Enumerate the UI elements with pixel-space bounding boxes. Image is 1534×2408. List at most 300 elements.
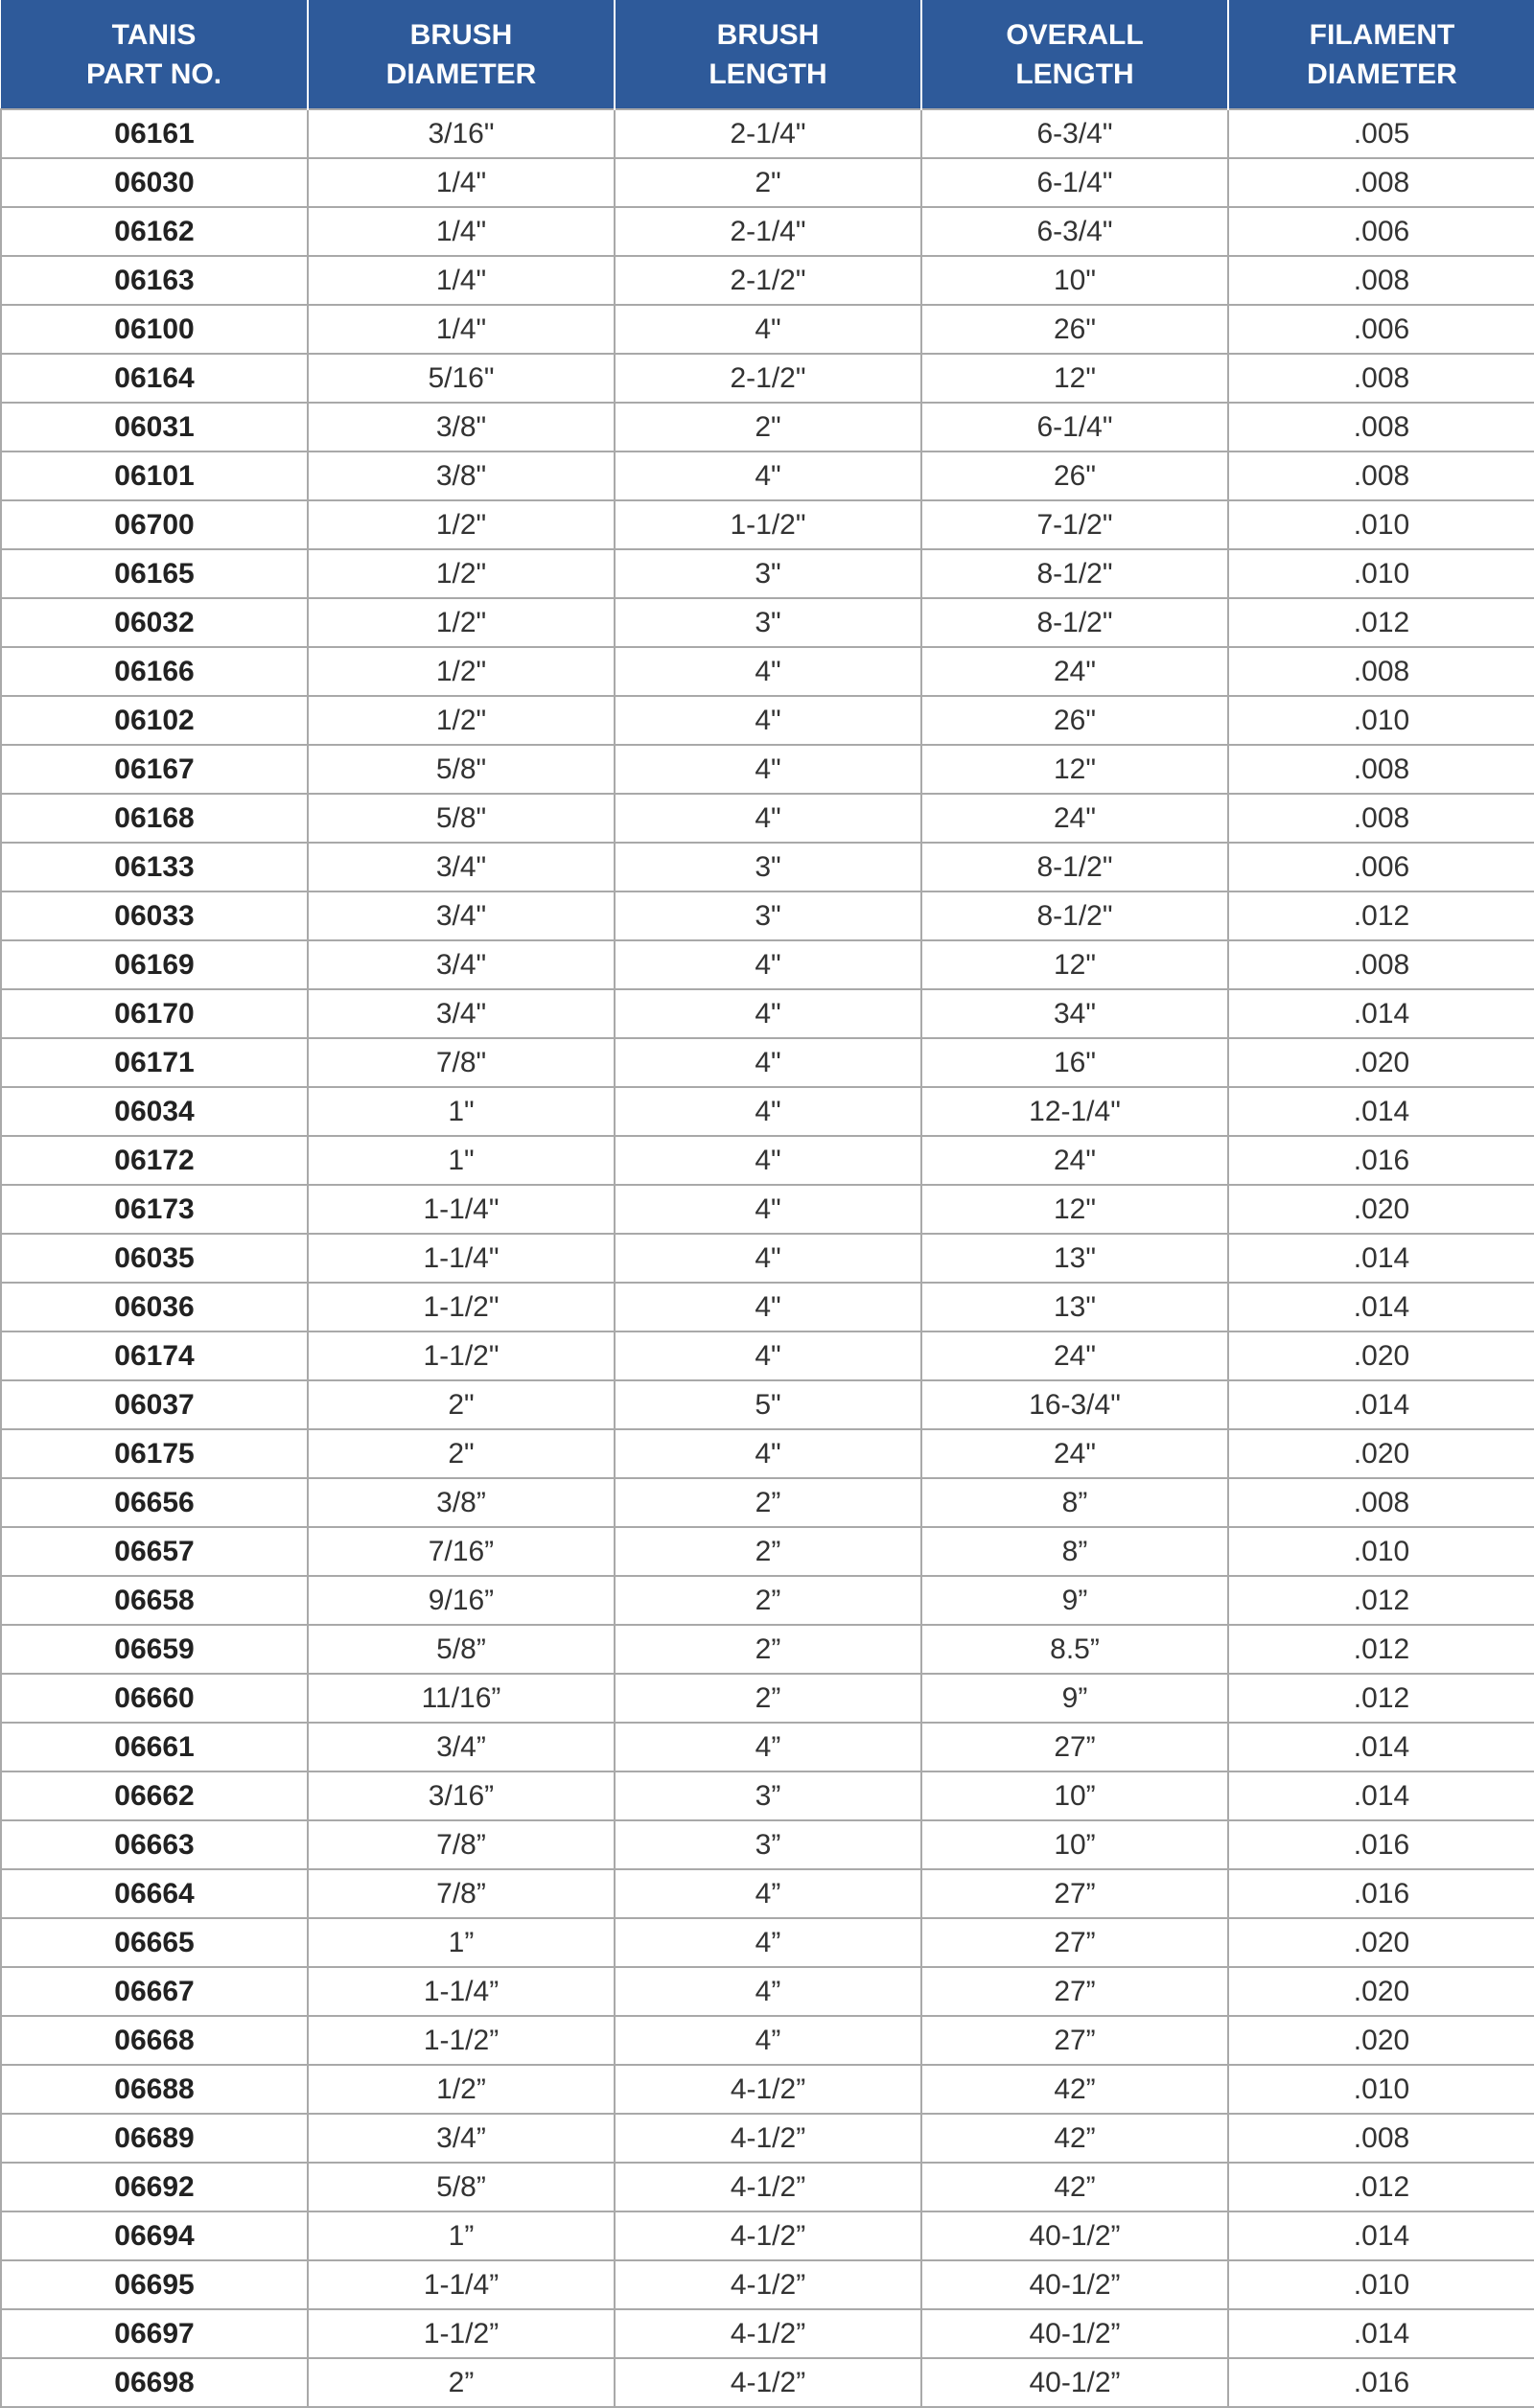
part-number-cell: 06688 [1,2065,308,2114]
table-row [1,1478,1534,1527]
brush-length-cell: 4" [615,1283,921,1331]
brush-length-cell: 4" [615,647,921,696]
brush-diameter-cell: 1-1/2" [308,1283,615,1331]
brush-diameter-cell: 5/8" [308,794,615,843]
filament-diameter-cell: .014 [1228,2211,1534,2260]
part-number-cell: 06172 [1,1136,308,1185]
brush-diameter-cell: 3/4" [308,989,615,1038]
overall-length-cell: 12" [921,1185,1228,1234]
overall-length-cell: 8-1/2" [921,598,1228,647]
part-number-cell: 06165 [1,549,308,598]
brush-diameter-cell: 3/4" [308,940,615,989]
brush-length-cell: 2” [615,1478,921,1527]
table-row [1,1674,1534,1723]
table-row [1,1527,1534,1576]
header-line: BRUSH [409,18,513,51]
table-row [1,843,1534,891]
brush-diameter-cell: 1/4" [308,305,615,354]
brush-length-cell: 3” [615,1771,921,1820]
brush-diameter-cell: 1/2" [308,598,615,647]
overall-length-cell: 9” [921,1576,1228,1625]
table-row [1,452,1534,500]
filament-diameter-cell: .012 [1228,1625,1534,1674]
brush-length-cell: 2” [615,1625,921,1674]
brush-length-cell: 4” [615,2016,921,2065]
brush-diameter-cell: 5/8” [308,1625,615,1674]
table-row [1,940,1534,989]
table-row [1,305,1534,354]
table-row [1,549,1534,598]
brush-diameter-cell: 5/16" [308,354,615,403]
filament-diameter-cell: .014 [1228,1087,1534,1136]
filament-diameter-cell: .014 [1228,1723,1534,1771]
filament-diameter-cell: .008 [1228,256,1534,305]
filament-diameter-cell: .008 [1228,2114,1534,2163]
brush-diameter-cell: 1” [308,2211,615,2260]
brush-length-cell: 4" [615,452,921,500]
part-number-cell: 06167 [1,745,308,794]
header-line: OVERALL [1006,18,1144,51]
part-number-cell: 06031 [1,403,308,452]
table-row [1,1918,1534,1967]
brush-diameter-cell: 1/4" [308,158,615,207]
brush-diameter-cell: 1-1/4” [308,2260,615,2309]
brush-length-cell: 2-1/2" [615,354,921,403]
overall-length-cell: 7-1/2" [921,500,1228,549]
overall-length-cell: 24" [921,1429,1228,1478]
brush-diameter-cell: 1" [308,1136,615,1185]
brush-length-cell: 4” [615,1918,921,1967]
header-overall-length [921,0,1228,109]
overall-length-cell: 40-1/2” [921,2211,1228,2260]
brush-diameter-cell: 1/4" [308,256,615,305]
brush-diameter-cell: 9/16” [308,1576,615,1625]
brush-length-cell: 2” [615,1527,921,1576]
table-row [1,1429,1534,1478]
table-row [1,1185,1534,1234]
filament-diameter-cell: .010 [1228,2065,1534,2114]
brush-length-cell: 2” [615,1576,921,1625]
brush-length-cell: 4" [615,1429,921,1478]
brush-length-cell: 4" [615,1331,921,1380]
filament-diameter-cell: .008 [1228,1478,1534,1527]
brush-length-cell: 2-1/4" [615,207,921,256]
part-number-cell: 06658 [1,1576,308,1625]
overall-length-cell: 8” [921,1527,1228,1576]
brush-length-cell: 2" [615,403,921,452]
part-number-cell: 06667 [1,1967,308,2016]
part-number-cell: 06660 [1,1674,308,1723]
header-brush-length [615,0,921,109]
header-line: PART NO. [85,58,222,90]
overall-length-cell: 6-3/4" [921,109,1228,158]
brush-diameter-cell: 1/2" [308,696,615,745]
overall-length-cell: 8-1/2" [921,549,1228,598]
table-row [1,2065,1534,2114]
overall-length-cell: 24" [921,1136,1228,1185]
brush-diameter-cell: 1-1/2” [308,2309,615,2358]
overall-length-cell: 26" [921,305,1228,354]
brush-diameter-cell: 3/16” [308,1771,615,1820]
part-number-cell: 06169 [1,940,308,989]
overall-length-cell: 24" [921,794,1228,843]
brush-diameter-cell: 1-1/4" [308,1234,615,1283]
overall-length-cell: 42” [921,2114,1228,2163]
brush-length-cell: 4-1/2” [615,2163,921,2211]
filament-diameter-cell: .020 [1228,1331,1534,1380]
overall-length-cell: 13" [921,1283,1228,1331]
brush-diameter-cell: 3/4” [308,1723,615,1771]
brush-diameter-cell: 1/2" [308,647,615,696]
brush-length-cell: 4" [615,940,921,989]
table-row [1,794,1534,843]
part-number-cell: 06161 [1,109,308,158]
table-row [1,207,1534,256]
brush-diameter-cell: 2" [308,1380,615,1429]
header-line: DIAMETER [1307,58,1457,90]
table-row [1,2358,1534,2407]
brush-diameter-cell: 7/16” [308,1527,615,1576]
overall-length-cell: 40-1/2” [921,2260,1228,2309]
overall-length-cell: 40-1/2” [921,2309,1228,2358]
overall-length-cell: 10" [921,256,1228,305]
part-number-cell: 06036 [1,1283,308,1331]
overall-length-cell: 42” [921,2163,1228,2211]
brush-length-cell: 4” [615,1967,921,2016]
table-row [1,1771,1534,1820]
overall-length-cell: 24" [921,1331,1228,1380]
filament-diameter-cell: .008 [1228,940,1534,989]
part-number-cell: 06101 [1,452,308,500]
overall-length-cell: 27” [921,2016,1228,2065]
filament-diameter-cell: .006 [1228,305,1534,354]
brush-diameter-cell: 1/4" [308,207,615,256]
brush-length-cell: 4-1/2” [615,2065,921,2114]
brush-length-cell: 4" [615,1185,921,1234]
overall-length-cell: 6-3/4" [921,207,1228,256]
brush-diameter-cell: 1-1/4” [308,1967,615,2016]
filament-diameter-cell: .012 [1228,598,1534,647]
filament-diameter-cell: .020 [1228,1429,1534,1478]
part-number-cell: 06170 [1,989,308,1038]
filament-diameter-cell: .006 [1228,843,1534,891]
header-line: LENGTH [1015,58,1134,90]
brush-diameter-cell: 1/2" [308,500,615,549]
filament-diameter-cell: .020 [1228,1185,1534,1234]
filament-diameter-cell: .016 [1228,1136,1534,1185]
brush-length-cell: 4" [615,305,921,354]
table-row [1,1625,1534,1674]
table-row [1,1087,1534,1136]
filament-diameter-cell: .005 [1228,109,1534,158]
part-number-cell: 06173 [1,1185,308,1234]
overall-length-cell: 27” [921,1869,1228,1918]
filament-diameter-cell: .008 [1228,745,1534,794]
part-number-cell: 06133 [1,843,308,891]
table-row [1,598,1534,647]
brush-diameter-cell: 5/8" [308,745,615,794]
brush-length-cell: 4-1/2” [615,2260,921,2309]
overall-length-cell: 8.5” [921,1625,1228,1674]
brush-length-cell: 2-1/4" [615,109,921,158]
overall-length-cell: 10” [921,1820,1228,1869]
brush-length-cell: 4" [615,1234,921,1283]
filament-diameter-cell: .020 [1228,2016,1534,2065]
brush-diameter-cell: 5/8” [308,2163,615,2211]
brush-diameter-cell: 3/16" [308,109,615,158]
overall-length-cell: 13" [921,1234,1228,1283]
part-number-cell: 06695 [1,2260,308,2309]
filament-diameter-cell: .008 [1228,452,1534,500]
brush-length-cell: 4" [615,794,921,843]
overall-length-cell: 12" [921,745,1228,794]
overall-length-cell: 10” [921,1771,1228,1820]
brush-diameter-cell: 3/8" [308,452,615,500]
table-row [1,2309,1534,2358]
brush-length-cell: 3" [615,598,921,647]
brush-length-cell: 3” [615,1820,921,1869]
brush-diameter-cell: 3/8" [308,403,615,452]
part-number-cell: 06697 [1,2309,308,2358]
filament-diameter-cell: .010 [1228,1527,1534,1576]
brush-diameter-cell: 1/2” [308,2065,615,2114]
overall-length-cell: 12" [921,940,1228,989]
filament-diameter-cell: .020 [1228,1918,1534,1967]
overall-length-cell: 27” [921,1918,1228,1967]
header-line: FILAMENT [1309,18,1455,51]
brush-diameter-cell: 3/4" [308,891,615,940]
filament-diameter-cell: .012 [1228,1576,1534,1625]
table-row [1,1820,1534,1869]
overall-length-cell: 8-1/2" [921,891,1228,940]
overall-length-cell: 6-1/4" [921,158,1228,207]
brush-length-cell: 3" [615,549,921,598]
overall-length-cell: 12-1/4" [921,1087,1228,1136]
filament-diameter-cell: .016 [1228,2358,1534,2407]
brush-length-cell: 3" [615,843,921,891]
table-row [1,109,1534,158]
header-row [1,0,1534,109]
filament-diameter-cell: .008 [1228,647,1534,696]
table-row [1,891,1534,940]
overall-length-cell: 16-3/4" [921,1380,1228,1429]
table-row [1,745,1534,794]
brush-diameter-cell: 7/8” [308,1869,615,1918]
part-number-cell: 06663 [1,1820,308,1869]
brush-length-cell: 1-1/2" [615,500,921,549]
part-number-cell: 06698 [1,2358,308,2407]
brush-length-cell: 4” [615,1869,921,1918]
brush-diameter-cell: 11/16” [308,1674,615,1723]
part-number-cell: 06657 [1,1527,308,1576]
filament-diameter-cell: .008 [1228,794,1534,843]
header-brush-diameter [308,0,615,109]
brush-length-cell: 4-1/2” [615,2309,921,2358]
brush-diameter-cell: 1-1/2" [308,1331,615,1380]
part-number-cell: 06664 [1,1869,308,1918]
table-body [1,109,1534,2407]
brush-length-cell: 4" [615,1087,921,1136]
part-number-cell: 06668 [1,2016,308,2065]
brush-length-cell: 2-1/2" [615,256,921,305]
filament-diameter-cell: .016 [1228,1820,1534,1869]
filament-diameter-cell: .008 [1228,354,1534,403]
table-row [1,1234,1534,1283]
part-number-cell: 06700 [1,500,308,549]
brush-diameter-cell: 2” [308,2358,615,2407]
filament-diameter-cell: .014 [1228,1771,1534,1820]
overall-length-cell: 24" [921,647,1228,696]
filament-diameter-cell: .006 [1228,207,1534,256]
brush-diameter-cell: 1” [308,1918,615,1967]
table-row [1,354,1534,403]
filament-diameter-cell: .010 [1228,500,1534,549]
table-row [1,989,1534,1038]
header-line: DIAMETER [385,58,537,90]
filament-diameter-cell: .012 [1228,891,1534,940]
brush-diameter-cell: 1/2" [308,549,615,598]
table-row [1,1331,1534,1380]
part-number-cell: 06665 [1,1918,308,1967]
brush-length-cell: 4" [615,1136,921,1185]
filament-diameter-cell: .012 [1228,2163,1534,2211]
table-header [1,0,1534,109]
overall-length-cell: 12" [921,354,1228,403]
part-number-cell: 06035 [1,1234,308,1283]
filament-diameter-cell: .014 [1228,1283,1534,1331]
table-row [1,696,1534,745]
filament-diameter-cell: .010 [1228,549,1534,598]
brush-length-cell: 4" [615,989,921,1038]
brush-length-cell: 4-1/2” [615,2211,921,2260]
table-row [1,1283,1534,1331]
brush-length-cell: 3" [615,891,921,940]
brush-length-cell: 4” [615,1723,921,1771]
filament-diameter-cell: .014 [1228,2309,1534,2358]
table-row [1,1038,1534,1087]
filament-diameter-cell: .008 [1228,403,1534,452]
filament-diameter-cell: .016 [1228,1869,1534,1918]
brush-length-cell: 4" [615,696,921,745]
overall-length-cell: 42” [921,2065,1228,2114]
table-row [1,647,1534,696]
brush-length-cell: 5" [615,1380,921,1429]
overall-length-cell: 27” [921,1723,1228,1771]
table-row [1,1723,1534,1771]
part-number-cell: 06163 [1,256,308,305]
brush-length-cell: 2” [615,1674,921,1723]
brush-length-cell: 4" [615,745,921,794]
brush-length-cell: 4-1/2” [615,2114,921,2163]
brush-diameter-cell: 7/8" [308,1038,615,1087]
header-filament-diameter [1228,0,1534,109]
overall-length-cell: 34" [921,989,1228,1038]
table-row [1,1136,1534,1185]
filament-diameter-cell: .014 [1228,1234,1534,1283]
filament-diameter-cell: .012 [1228,1674,1534,1723]
filament-diameter-cell: .014 [1228,1380,1534,1429]
part-number-cell: 06171 [1,1038,308,1087]
part-number-cell: 06166 [1,647,308,696]
overall-length-cell: 16" [921,1038,1228,1087]
table-row [1,2211,1534,2260]
table-row [1,2260,1534,2309]
table-row [1,403,1534,452]
brush-diameter-cell: 3/4" [308,843,615,891]
filament-diameter-cell: .014 [1228,989,1534,1038]
brush-diameter-cell: 3/8” [308,1478,615,1527]
table-row [1,500,1534,549]
part-number-cell: 06102 [1,696,308,745]
part-number-cell: 06037 [1,1380,308,1429]
part-number-cell: 06692 [1,2163,308,2211]
overall-length-cell: 9” [921,1674,1228,1723]
overall-length-cell: 8” [921,1478,1228,1527]
part-number-cell: 06174 [1,1331,308,1380]
part-number-cell: 06662 [1,1771,308,1820]
table-row [1,1869,1534,1918]
table-row [1,2114,1534,2163]
part-number-cell: 06168 [1,794,308,843]
overall-length-cell: 26" [921,452,1228,500]
brush-length-cell: 4-1/2” [615,2358,921,2407]
part-number-cell: 06656 [1,1478,308,1527]
table-row [1,1967,1534,2016]
table-row [1,1576,1534,1625]
header-line: LENGTH [709,58,827,90]
part-number-cell: 06100 [1,305,308,354]
part-number-cell: 06162 [1,207,308,256]
filament-diameter-cell: .010 [1228,696,1534,745]
part-number-cell: 06164 [1,354,308,403]
part-number-cell: 06033 [1,891,308,940]
header-line: BRUSH [716,18,820,51]
table-row [1,1380,1534,1429]
brush-diameter-cell: 1-1/4" [308,1185,615,1234]
table-row [1,2163,1534,2211]
part-number-cell: 06694 [1,2211,308,2260]
part-number-cell: 06034 [1,1087,308,1136]
part-number-cell: 06032 [1,598,308,647]
brush-length-cell: 4" [615,1038,921,1087]
part-number-cell: 06659 [1,1625,308,1674]
part-number-cell: 06175 [1,1429,308,1478]
filament-diameter-cell: .020 [1228,1038,1534,1087]
table-row [1,2016,1534,2065]
overall-length-cell: 40-1/2” [921,2358,1228,2407]
table-row [1,256,1534,305]
filament-diameter-cell: .008 [1228,158,1534,207]
overall-length-cell: 8-1/2" [921,843,1228,891]
brush-diameter-cell: 1-1/2” [308,2016,615,2065]
header-line: TANIS [111,18,197,51]
part-number-cell: 06030 [1,158,308,207]
brush-diameter-cell: 1" [308,1087,615,1136]
overall-length-cell: 26" [921,696,1228,745]
overall-length-cell: 27” [921,1967,1228,2016]
brush-diameter-cell: 2" [308,1429,615,1478]
brush-diameter-cell: 3/4” [308,2114,615,2163]
table-row [1,158,1534,207]
overall-length-cell: 6-1/4" [921,403,1228,452]
part-number-cell: 06689 [1,2114,308,2163]
brush-diameter-cell: 7/8” [308,1820,615,1869]
part-number-cell: 06661 [1,1723,308,1771]
filament-diameter-cell: .020 [1228,1967,1534,2016]
header-part-no [1,0,308,109]
filament-diameter-cell: .010 [1228,2260,1534,2309]
brush-length-cell: 2" [615,158,921,207]
